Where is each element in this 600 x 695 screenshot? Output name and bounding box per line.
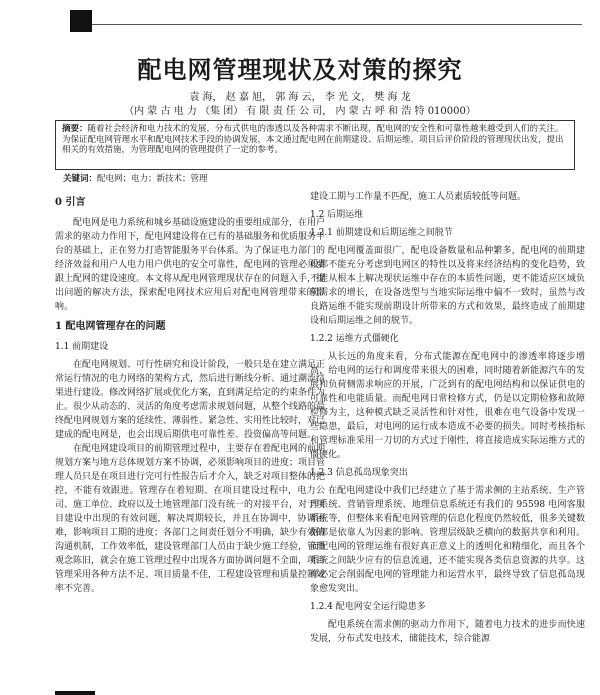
subsection-heading-1-2-3: 1.2.3 信息孤岛现象突出 [310,468,408,478]
header-rule [92,24,582,25]
subsection-heading-1-2-4: 1.2.4 配电网安全运行隐患多 [310,602,426,612]
paragraph-1-2-4: 配电系统在需求侧的驱动力作用下，随着电力技术的进步而快速发展，分布式发电技术，储能技术，综合能源 [310,620,585,644]
footer-mark [55,691,95,695]
subsection-heading-1-2-2: 1.2.2 运维方式僵硬化 [310,334,399,344]
paper-title: 配电网管理现状及对策的探究 [137,55,463,84]
author-list: 袁 海， 赵 嘉 旭， 郭 海 云， 李 光 文， 樊 海 龙 [189,92,411,103]
author-affiliation: （内 蒙 古 电 力 （集 团） 有 限 责 任 公 司， 内 蒙 古 呼 和 浩 特 010000） [124,106,476,117]
paragraph-1-2-3: 在配电网建设中我们已经建立了基于需求侧的主站系统、生产管理系统、营销管理系统、地理信息系统还有我们的 95598 电网客服系统等，但整体来看配电网管理的信息化程度仍然较低，很多关键数据都是依靠人为因素的影响。管理层级缺乏横向的数据共享和利用。而配电网的管理运维有很好真正意义上的透明化和精细化，而且各个系统之间缺少应有的信息流通，还不能实现各类信息资源的共享。这样必定会削弱配电网的管理能力和运营水平，最终导致了信息孤岛现象愈发突出。 [310,486,585,594]
paragraph-1-2-1: 配电网覆盖面很广，配电设备数量和品种繁多，配电网的前期建设都不能充分考虑到电网区的特性以及将来经济结构的变化趋势，致不能从根本上解决现状运维中存在的本质性问题，更不能适应区域负荷需求的增长，在设备选型与当地实际运维中偏不一致时，虽然与改良路运维不能实现前期设计所带来的方式和效果，最终造成了前期建设和后期运维之间的脱节。 [310,246,585,326]
abstract-text: 随着社会经济和电力技术的发展，分布式供电的渗透以及各种需求不断出现，配电网的安全性和可靠性越来越受到人们的关注。为保证配电网管理水平和配电网技术手段的协调发展，本文通过配电网在前期建设、后期运维、项目后评价阶段的管理现状出发，提出相关的有效措施，为管理配电网的管理提供了一定的参考。 [62,124,564,155]
subsection-heading-1-2: 1.2 后期运维 [310,210,364,220]
keywords-text: 配电网；电力；新技术；管理 [97,174,208,184]
keywords-label: 关键词： [63,174,98,184]
right-column [310,190,585,646]
left-column [55,190,325,596]
section-heading-1: 1 配电网管理存在的问题 [55,321,166,332]
subsection-heading-1-1: 1.1 前期建设 [55,342,109,352]
abstract-label: 摘要： [62,124,88,134]
section-tab-mark [70,10,92,32]
continued-paragraph: 建设工期与工作量不匹配，施工人员素质较低等问题。 [310,192,527,202]
intro-paragraph: 配电网是电力系统和城乡基础设施建设的重要组成部分，在用户需求的驱动力作用下，配电网建设将在已有的基础服务和优质服务平台的基础上，正在努力打造智能服务平台体系。为了保证电力部门的经济效益和用户人电力用户供电的安全可靠性，配电网的管理必须要跟上配网的建设速度。本文将从配电网管理现状存在的问题入手，提出问题的解决方法，探索配电网技术应用后对配电网管理带来的影响。 [55,218,326,312]
paragraph-1-1-a: 在配电网规划、可行性研究和设计阶段，一般只是在建立满足正常运行情况的电力网络的架构方式，然后进行断线分析、通过潮流结果进行建设。修改网络扩展或优化方案，直到满足给定的约束条件为止。很少从动态的、灵活的角度考虑需求规划问题，从整个线路的最终配电网规划方案的延续性、薄弱性、紧急性、实用性比较时，对已建成的配电网是，也会出现后期供电可靠性差、投资偏高等问题。 [55,360,326,440]
paragraph-1-1-b: 在配电网建设项目的前期管理过程中，主要存在着配电网的前期规划方案与地方总体规划方案不协调，必须影响项目的进度；项目管理人员只是在项目进行完可行性报告后才介入，缺乏对项目整体的把控，不能有效跟进。管理存在着短期、在项目建设过程中，电力公司、施工单位、政府以及土地管理部门没有统一的对接平台，对于项目建设中出现的有效问题，解决周期较长，并且在协调中，协调困难，影响项目工期的进度；各部门之间责任划分不明确，缺少有效的沟通机制，工作效率低，建设管理部门人员由于缺少施工经验，管理观念陈旧，就会在施工管理过程中出现各方面协调问题不全面，项目管理采用各种方法不足、项目质量不佳，工程建设管理和质量控制效率不完善。 [55,444,326,594]
paragraph-1-2-2: 从长远的角度来看，分布式能源在配电网中的渗透率将逐步增高，给电网的运行和调度带来很大的困难，同时随着新能源汽车的发展和负荷侧需求响应的开展，广泛到有的配电网结构和以保证供电的可靠性和电能质量。而配电网日常检修方式，仍是以定期检修和故障检修为主，这种模式缺乏灵活性和针对性，很难在电气设备中发现一些隐患，最后，对电网的运行成本造成不必要的损失。同时考核指标和管理标准采用一刀切的方式过于刚性，将直接造成实际运维方式的僵硬化。 [310,352,585,460]
section-heading-intro: 0 引言 [55,197,86,208]
abstract-box [55,120,575,170]
keywords [63,172,208,184]
subsection-heading-1-2-1: 1.2.1 前期建设和后期运维之间脱节 [310,228,453,238]
